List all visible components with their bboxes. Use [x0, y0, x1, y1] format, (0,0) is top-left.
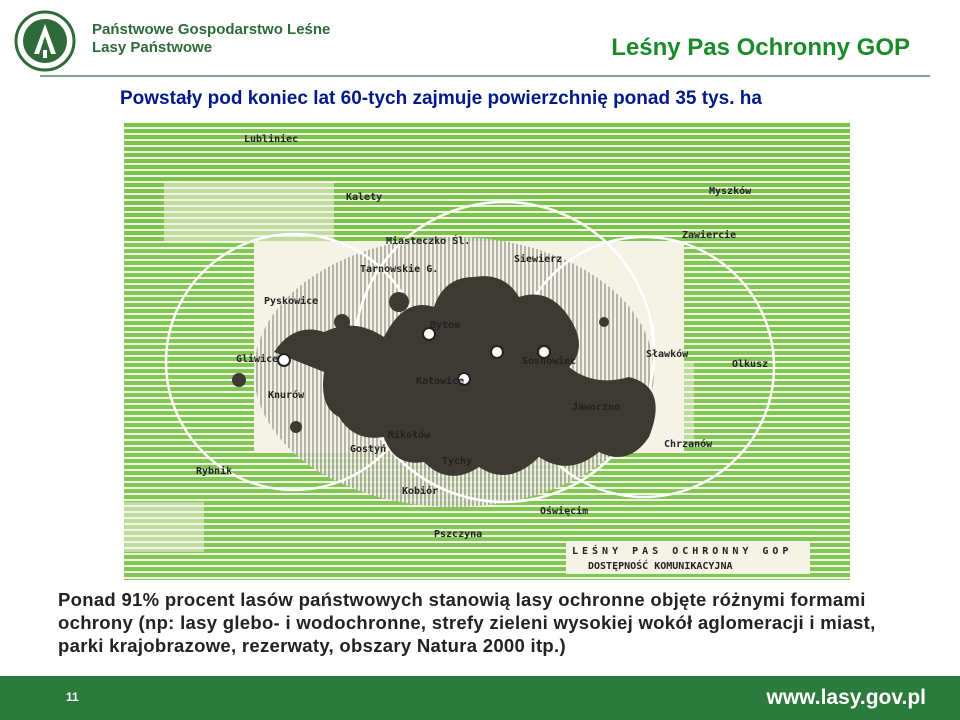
place-label: Siewierz [514, 254, 563, 265]
forest-belt-map [124, 122, 850, 580]
place-label: Rybnik [196, 466, 233, 477]
body-paragraph: Ponad 91% procent lasów państwowych stanowią lasy ochronne objęte różnymi formami ochrony (np: lasy glebo- i wodochronne, strefy zieleni wysokiej wokół aglomeracji i miast, parki krajobrazowe, rezerwaty, obszary Natura 2000 itp.) [58, 589, 876, 656]
place-label: Pyskowice [264, 296, 319, 307]
slide-subtitle: Powstały pod koniec lat 60-tych zajmuje powierzchnię ponad 35 tys. ha [120, 88, 762, 109]
place-label: Katowice [416, 376, 465, 387]
place-label: Gostyń [350, 444, 387, 455]
place-label: Jaworzno [572, 402, 621, 413]
page-number: 11 [66, 690, 79, 704]
lasy-panstwowe-logo [14, 10, 76, 72]
place-label: Mikołów [388, 430, 431, 441]
place-label: Olkusz [732, 359, 769, 370]
place-label: Tychy [442, 456, 473, 467]
place-label: Kobiór [402, 486, 439, 497]
org-line-2: Lasy Państwowe [92, 39, 213, 56]
legend-title: LEŚNY PAS OCHRONNY GOP [572, 546, 793, 557]
place-label: Tarnowskie G. [360, 264, 439, 275]
place-label: Gliwice [236, 354, 279, 365]
place-label: Oświęcim [540, 506, 589, 517]
header-divider [40, 75, 930, 77]
slide-title: Leśny Pas Ochronny GOP [611, 34, 910, 61]
place-label: Miasteczko Śl. [386, 236, 471, 247]
place-label: Lubliniec [244, 134, 299, 145]
place-label: Zawiercie [682, 230, 737, 241]
organization-name [92, 21, 330, 57]
footer-bar [0, 676, 960, 720]
website-link[interactable]: www.lasy.gov.pl [766, 686, 926, 709]
place-label: Chrzanów [664, 439, 713, 450]
place-label: Myszków [709, 186, 752, 197]
place-label: Knurów [268, 390, 305, 401]
place-label: Sławków [646, 349, 689, 360]
legend-subtitle: DOSTĘPNOŚĆ KOMUNIKACYJNA [588, 561, 733, 572]
place-label: Sosnowiec [522, 356, 577, 367]
place-label: Pszczyna [434, 529, 483, 540]
org-line-1: Państwowe Gospodarstwo Leśne [92, 21, 331, 38]
place-label: Kalety [346, 192, 383, 203]
place-label: Bytom [430, 320, 461, 331]
